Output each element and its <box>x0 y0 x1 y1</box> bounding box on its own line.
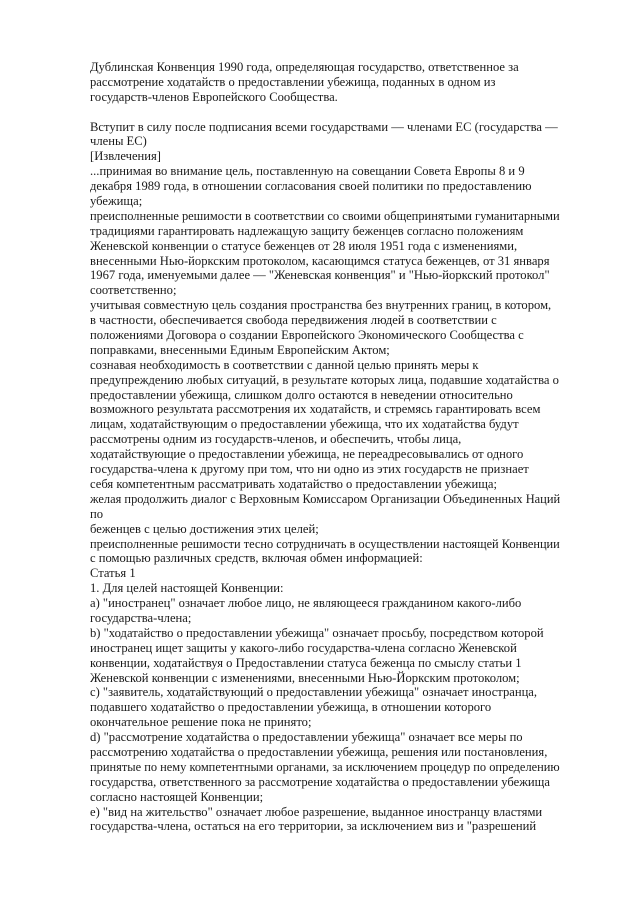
text-line: преисполненные решимости тесно сотрудничать в осуществлении настоящей Конвенции <box>90 536 560 551</box>
text-line: государства-члена; <box>90 610 192 625</box>
text-line: по <box>90 506 104 521</box>
text-line: окончательное решение пока не принято; <box>90 715 312 730</box>
text-line: с помощью различных средств, включая обмен информацией: <box>90 551 423 566</box>
text-line: беженцев с целью достижения этих целей; <box>90 521 319 536</box>
text-line: Дублинская Конвенция 1990 года, определяющая государство, ответственное за <box>90 60 519 74</box>
text-line: декабря 1989 года, в отношении согласования своей политики по предоставлению <box>90 179 532 194</box>
text-line: ходатайствующие о предоставлении убежища, не переадресовывались от одного <box>90 447 524 462</box>
text-line: 1. Для целей настоящей Конвенции: <box>90 581 284 596</box>
text-line: предоставлении убежища, слишком долго остаются в неведении относительно <box>90 387 513 402</box>
text-line: сознавая необходимость в соответствии с данной целью принять меры к <box>90 357 479 372</box>
text-line: члены ЕС) <box>90 134 147 149</box>
text-line: внесенными Нью-йоркским протоколом, касающимся статуса беженцев, от 31 января <box>90 253 550 268</box>
text-line: себя компетентным рассматривать ходатайство о предоставлении убежища; <box>90 476 497 491</box>
blank-line <box>90 105 560 120</box>
document-body <box>90 60 560 834</box>
text-line: подавшего ходатайство о предоставлении убежища, в отношении которого <box>90 700 492 715</box>
text-line: государств-членов Европейского Сообщества. <box>90 89 338 104</box>
text-line: c) "заявитель, ходатайствующий о предоставлении убежища" означает иностранца, <box>90 685 538 700</box>
text-line: преисполненные решимости в соответствии со своими общепринятыми гуманитарными <box>90 208 560 223</box>
text-line: ...принимая во внимание цель, поставленную на совещании Совета Европы 8 и 9 <box>90 164 525 179</box>
text-line: в частности, обеспечивается свобода передвижения людей в соответствии с <box>90 313 497 328</box>
text-line: поправками, внесенными Единым Европейским Актом; <box>90 342 390 357</box>
text-line: a) "иностранец" означает любое лицо, не являющееся гражданином какого-либо <box>90 596 522 611</box>
text-line: Женевской конвенции о статусе беженцев от 28 июля 1951 года с изменениями, <box>90 238 518 253</box>
text-line: Статья 1 <box>90 566 136 581</box>
text-line: рассмотрению ходатайства о предоставлении убежища, решения или постановления, <box>90 744 548 759</box>
text-line: рассмотрение ходатайств о предоставлении убежища, поданных в одном из <box>90 74 496 89</box>
text-line: соответственно; <box>90 283 177 298</box>
text-line: предупреждению любых ситуаций, в результате которых лица, подавшие ходатайства о <box>90 372 559 387</box>
text-line: иностранец ищет защиты у какого-либо государства-члена согласно Женевской <box>90 640 517 655</box>
text-line: учитывая совместную цель создания пространства без внутренних границ, в котором, <box>90 298 552 313</box>
text-line: традициями гарантировать надлежащую защиту беженцев согласно положениям <box>90 223 524 238</box>
text-line: 1967 года, именуемыми далее — "Женевская конвенция" и "Нью-йоркский протокол" <box>90 268 550 283</box>
text-line: b) "ходатайство о предоставлении убежища" означает просьбу, посредством которой <box>90 625 544 640</box>
text-line: государства, ответственного за рассмотрение ходатайства о предоставлении убежища <box>90 774 550 789</box>
text-line: государства-члена, остаться на его территории, за исключением виз и "разрешений <box>90 819 537 834</box>
text-line: рассмотрены одним из государств-членов, и обеспечить, чтобы лица, <box>90 432 462 447</box>
text-line: e) "вид на жительство" означает любое разрешение, выданное иностранцу властями <box>90 804 543 819</box>
text-line: d) "рассмотрение ходатайства о предоставлении убежища" означает все меры по <box>90 730 523 745</box>
text-line: желая продолжить диалог с Верховным Комиссаром Организации Объединенных Наций <box>90 491 561 506</box>
text-line: убежища; <box>90 194 143 209</box>
text-line: положениями Договора о создании Европейского Экономического Сообщества с <box>90 328 524 343</box>
text-line: лицам, ходатайствующим о предоставлении убежища, что их ходатайства будут <box>90 417 519 432</box>
text-line: [Извлечения] <box>90 149 161 164</box>
text-line: согласно настоящей Конвенции; <box>90 789 264 804</box>
text-line: Женевской конвенции с изменениями, внесенными Нью-Йоркским протоколом; <box>90 670 520 685</box>
text-line: Вступит в силу после подписания всеми государствами — членами ЕС (государства — <box>90 119 558 134</box>
text-line: государства-члена к другому при том, что ни одно из этих государств не признает <box>90 462 529 477</box>
text-line: возможного результата рассмотрения их ходатайств, и стремясь гарантировать всем <box>90 402 541 417</box>
text-line: конвенции, ходатайствуя о Предоставлении статуса беженца по смыслу статьи 1 <box>90 655 522 670</box>
text-line: принятые по нему компетентными органами, за исключением процедур по определению <box>90 759 560 774</box>
